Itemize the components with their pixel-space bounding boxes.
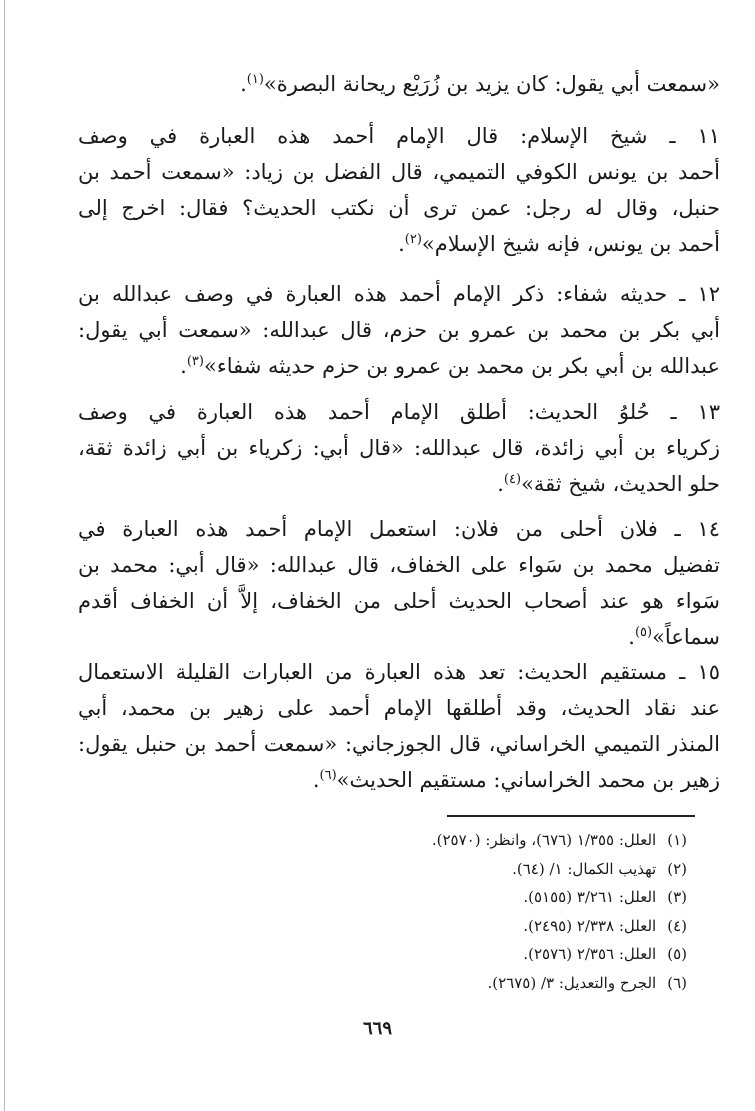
footnote-number: (١) — [667, 831, 687, 849]
footnote-marker: (٥) — [634, 625, 653, 640]
paragraph-line: أبي بكر بن محمد بن عمرو بن حزم، قال عبدالله: «سمعت أبي يقول: — [78, 318, 720, 342]
footnote-item — [207, 826, 687, 855]
footnote-marker: (٣) — [186, 354, 204, 369]
paragraph-line: تفضيل محمد بن سَواء على الخفاف، قال عبدالله: «قال أبي: محمد بن — [78, 553, 720, 577]
paragraph-line: «سمعت أبي يقول: كان يزيد بن زُرَيْع ريحانة البصرة» — [263, 72, 720, 96]
footnote-marker: (١) — [246, 72, 264, 87]
footnote-marker: (٦) — [319, 768, 337, 783]
paragraph-line: عبدالله بن أبي بكر بن محمد بن عمرو بن حزم حديثه شفاء» — [203, 354, 720, 378]
page-edge-line — [4, 0, 5, 1111]
footnote-item — [207, 912, 687, 941]
footnote-item — [207, 940, 687, 969]
footnote-item — [207, 855, 687, 884]
paragraph-line: زهير بن محمد الخراساني: مستقيم الحديث» — [336, 768, 720, 792]
footnote-marker: (٢) — [404, 232, 422, 247]
footnote-separator — [447, 815, 695, 817]
paragraph-line: عند نقاد الحديث، وقد أطلقها الإمام أحمد على زهير بن محمد، أبي — [78, 696, 720, 720]
paragraph-line: أحمد بن يونس، فإنه شيخ الإسلام» — [421, 232, 720, 256]
paragraph-line: ١٤ ـ فلان أحلى من فلان: استعمل الإمام أحمد هذه العبارة في — [78, 517, 720, 541]
footnotes-list — [207, 826, 687, 997]
footnote-marker: (٤) — [503, 472, 522, 487]
footnote-number: (٢) — [667, 859, 687, 878]
page-number: ٦٦٩ — [362, 1018, 392, 1039]
footnote-text: العلل: ١/٣٥٥ (٦٧٦)، وانظر: (٢٥٧٠). — [431, 831, 657, 849]
entry-13-hulw-al-hadith: ١٣ ـ حُلوُ الحديث: أطلق الإمام أحمد هذه العبارة في وصف زكرياء بن أبي زائدة، قال عبدالله: «قال أبي: زكرياء بن أبي زائدة ثقة، حلو الحديث، شيخ ثقة»$^{(٤)}$. — [78, 394, 720, 502]
footnote-item — [207, 883, 687, 912]
footnote-number: (٣) — [667, 888, 687, 906]
paragraph-line: حلو الحديث، شيخ ثقة» — [521, 472, 720, 496]
paragraph-line: ١٣ ـ حُلوُ الحديث: أطلق الإمام أحمد هذه العبارة في وصف — [78, 400, 720, 424]
paragraph-line: أحمد بن يونس الكوفي التميمي، قال الفضل بن زياد: «سمعت أحمد بن — [78, 160, 720, 184]
footnote-text: تهذيب الكمال: ١/ (٦٤). — [512, 859, 657, 878]
paragraph-line: ١١ ـ شيخ الإسلام: قال الإمام أحمد هذه العبارة في وصف — [78, 124, 720, 148]
paragraph-line: ١٥ ـ مستقيم الحديث: تعد هذه العبارة من العبارات القليلة الاستعمال — [78, 660, 720, 684]
footnote-text: العلل: ٢/٣٣٨ (٢٤٩٥). — [523, 916, 657, 935]
paragraph-line: سماعاً» — [652, 625, 720, 649]
entry-14-ahla-min: ١٤ ـ فلان أحلى من فلان: استعمل الإمام أحمد هذه العبارة في تفضيل محمد بن سَواء على الخفاف، قال عبدالله: «قال أبي: محمد بن سَواء هو عند أصحاب الحديث أحلى من الخفاف، إلاَّ أن الخفاف أقدم سماعاً»$^{(٥)}$. — [78, 511, 720, 655]
paragraph-line: سَواء هو عند أصحاب الحديث أحلى من الخفاف، إلاَّ أن الخفاف أقدم — [78, 589, 720, 613]
footnote-text: العلل: ٣/٢٦١ (٥١٥٥). — [523, 888, 657, 906]
footnote-number: (٤) — [667, 916, 687, 935]
footnote-text: العلل: ٢/٣٥٦ (٢٥٧٦). — [523, 945, 657, 963]
footnote-item — [207, 969, 687, 998]
paragraph-line: المنذر التميمي الخراساني، قال الجوزجاني: «سمعت أحمد بن حنبل يقول: — [78, 732, 720, 756]
entry-11-sheikh-al-islam: ١١ ـ شيخ الإسلام: قال الإمام أحمد هذه العبارة في وصف أحمد بن يونس الكوفي التميمي، قال الفضل بن زياد: «سمعت أحمد بن حنبل، وقال له رجل: عمن ترى أن نكتب الحديث؟ فقال: اخرج إلى أحمد بن يونس، فإنه شيخ الإسلام»$^{(٢)}$. — [78, 118, 720, 262]
paragraph-line: حنبل، وقال له رجل: عمن ترى أن نكتب الحديث؟ فقال: اخرج إلى — [78, 196, 720, 220]
footnote-text: الجرح والتعديل: ٣/ (٢٦٧٥). — [487, 973, 657, 992]
entry-12-hadithuhu-shifa: ١٢ ـ حديثه شفاء: ذكر الإمام أحمد هذه العبارة في وصف عبدالله بن أبي بكر بن محمد بن عمرو بن حزم، قال عبدالله: «سمعت أبي يقول: عبدالله بن أبي بكر بن محمد بن عمرو بن حزم حديثه شفاء»$^{(٣)}$. — [78, 276, 720, 384]
footnote-number: (٦) — [667, 973, 687, 992]
footnote-number: (٥) — [667, 945, 687, 963]
entry-15-mustaqim-al-hadith: ١٥ ـ مستقيم الحديث: تعد هذه العبارة من العبارات القليلة الاستعمال عند نقاد الحديث، وقد أطلقها الإمام أحمد على زهير بن محمد، أبي المنذر التميمي الخراساني، قال الجوزجاني: «سمعت أحمد بن حنبل يقول: زهير بن محمد الخراساني: مستقيم الحديث»$^{(٦)}$. — [78, 654, 720, 798]
paragraph-line: زكرياء بن أبي زائدة، قال عبدالله: «قال أبي: زكرياء بن أبي زائدة ثقة، — [78, 436, 720, 460]
paragraph-line: ١٢ ـ حديثه شفاء: ذكر الإمام أحمد هذه العبارة في وصف عبدالله بن — [78, 282, 720, 306]
paragraph-continuation: «سمعت أبي يقول: كان يزيد بن زُرَيْع ريحانة البصرة»$^{(١)}$. — [240, 72, 720, 96]
